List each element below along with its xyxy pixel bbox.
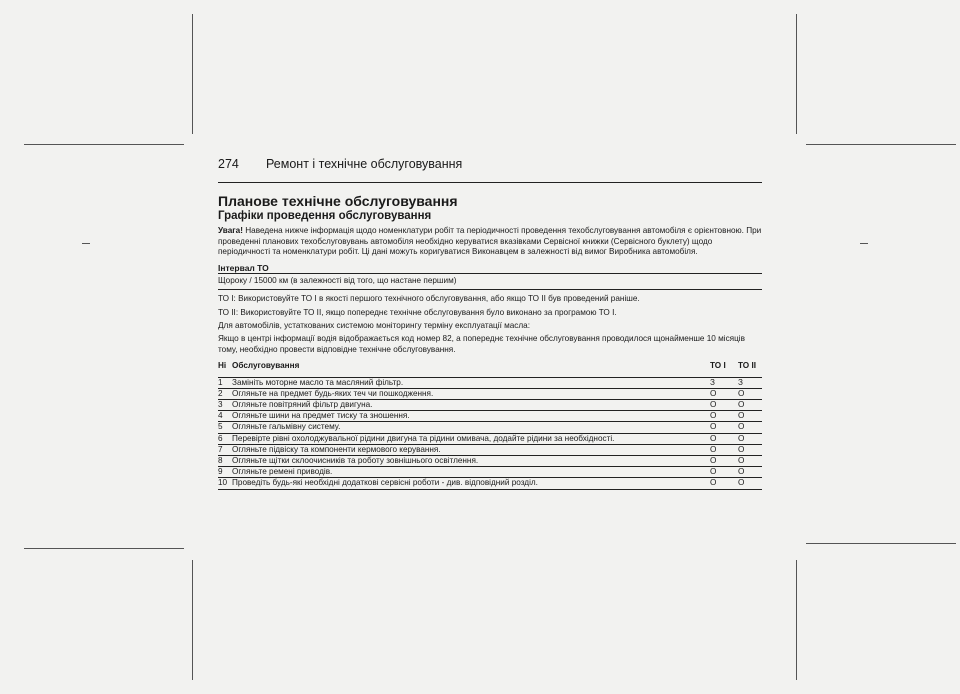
interval-value: Щороку / 15000 км (в залежності від того, що настане першим) [218,276,457,286]
crop-mark [82,243,90,244]
crop-mark [24,144,184,145]
cell-service: Огляньте шини на предмет тиску та зношення. [232,411,410,421]
cell-no: 8 [218,455,223,465]
crop-mark [192,14,193,134]
crop-mark [860,243,868,244]
note-oil-monitor: Для автомобілів, устаткованих системою моніторингу терміну експлуатації масла: [218,320,530,330]
crop-mark [796,560,797,680]
chapter-title: Ремонт і технічне обслуговування [266,157,463,171]
table-row [218,433,762,444]
crop-mark [24,548,184,549]
cell-service: Огляньте щітки склоочисників та роботу зовнішнього освітлення. [232,455,479,465]
table-row [218,377,762,388]
note-to1: ТО I: Використовуйте ТО I в якості першого технічного обслуговування, або якщо ТО II був проведений раніше. [218,294,640,304]
page-header [218,156,762,172]
cell-to1: О [710,411,717,421]
cell-no: 4 [218,411,223,421]
table-row [218,388,762,399]
header-to1: ТО I [710,361,726,371]
warning-paragraph [218,226,762,258]
cell-to2: О [738,388,745,398]
header-no: Ні [218,361,227,371]
header-service: Обслуговування [232,361,300,371]
warning-text: Наведена нижче інформація щодо номенклатури робіт та періодичності проведення техобслуговування автомобіля є орієнтовною. При проведенні планових техобслуговувань автомобіля необхідно керуватися вказівками Сервісної книжки (Сервісного буклету) щодо періодичності та номенклатури робіт. Ці дані можуть коригуватися Виконавцем в залежності від вимог Виробника автомобіля. [218,226,762,257]
cell-service: Замініть моторне масло та масляний фільтр. [232,377,404,387]
cell-no: 2 [218,388,223,398]
table-row [218,399,762,410]
table-row [218,422,762,433]
cell-no: 3 [218,399,223,409]
cell-service: Огляньте на предмет будь-яких теч чи пошкодження. [232,388,434,398]
divider [218,273,762,275]
cell-service: Перевірте рівні охолоджувальної рідини двигуна та рідини омивача, додайте рідини за необхідності. [232,433,615,443]
cell-to2: О [738,455,745,465]
note-code-82: Якщо в центрі інформації водія відображається код номер 82, а попереднє технічне обслуговування проводилося щонайменше 10 місяців тому, необхідно провести відповідне технічне обслуговування. [218,334,745,354]
cell-service: Огляньте гальмівну систему. [232,422,341,432]
header-rule [218,182,762,183]
cell-to2: О [738,467,745,477]
table-row [218,411,762,422]
section-subtitle: Графіки проведення обслуговування [218,210,432,222]
cell-to1: О [710,467,717,477]
page-number: 274 [218,157,239,171]
cell-no: 9 [218,467,223,477]
cell-service: Огляньте повітряний фільтр двигуна. [232,399,373,409]
cell-to2: О [738,411,745,421]
table-header-row [218,361,762,377]
cell-to2: О [738,478,745,488]
cell-to2: О [738,433,745,443]
cell-to1: О [710,433,717,443]
cell-service: Огляньте підвіску та компоненти кермового керування. [232,444,441,454]
cell-service: Огляньте ремені приводів. [232,467,333,477]
cell-no: 10 [218,478,228,488]
service-table [218,361,762,489]
crop-mark [806,543,956,544]
cell-no: 6 [218,433,223,443]
cell-to1: О [710,444,717,454]
warning-label: Увага! [218,226,243,235]
cell-to1: О [710,399,717,409]
table-row [218,467,762,478]
cell-to1: О [710,422,717,432]
cell-to1: О [710,478,717,488]
cell-service: Проведіть будь-які необхідні додаткові сервісні роботи - див. відповідний розділ. [232,478,538,488]
interval-title: Інтервал ТО [218,262,269,273]
cell-to1: З [710,377,715,387]
header-to2: ТО II [738,361,756,371]
crop-mark [796,14,797,134]
table-row [218,444,762,455]
cell-no: 7 [218,444,223,454]
cell-no: 5 [218,422,223,432]
crop-mark [806,144,956,145]
cell-to2: З [738,377,743,387]
cell-no: 1 [218,377,223,387]
cell-to2: О [738,422,745,432]
cell-to2: О [738,444,745,454]
cell-to2: О [738,399,745,409]
table-row [218,478,762,489]
cell-to1: О [710,388,717,398]
section-title: Планове технічне обслуговування [218,193,458,209]
cell-to1: О [710,455,717,465]
main-content [218,194,762,490]
crop-mark [192,560,193,680]
note-to2: ТО II: Використовуйте ТО II, якщо попереднє технічне обслуговування було виконано за програмою ТО I. [218,307,617,317]
table-row [218,455,762,466]
